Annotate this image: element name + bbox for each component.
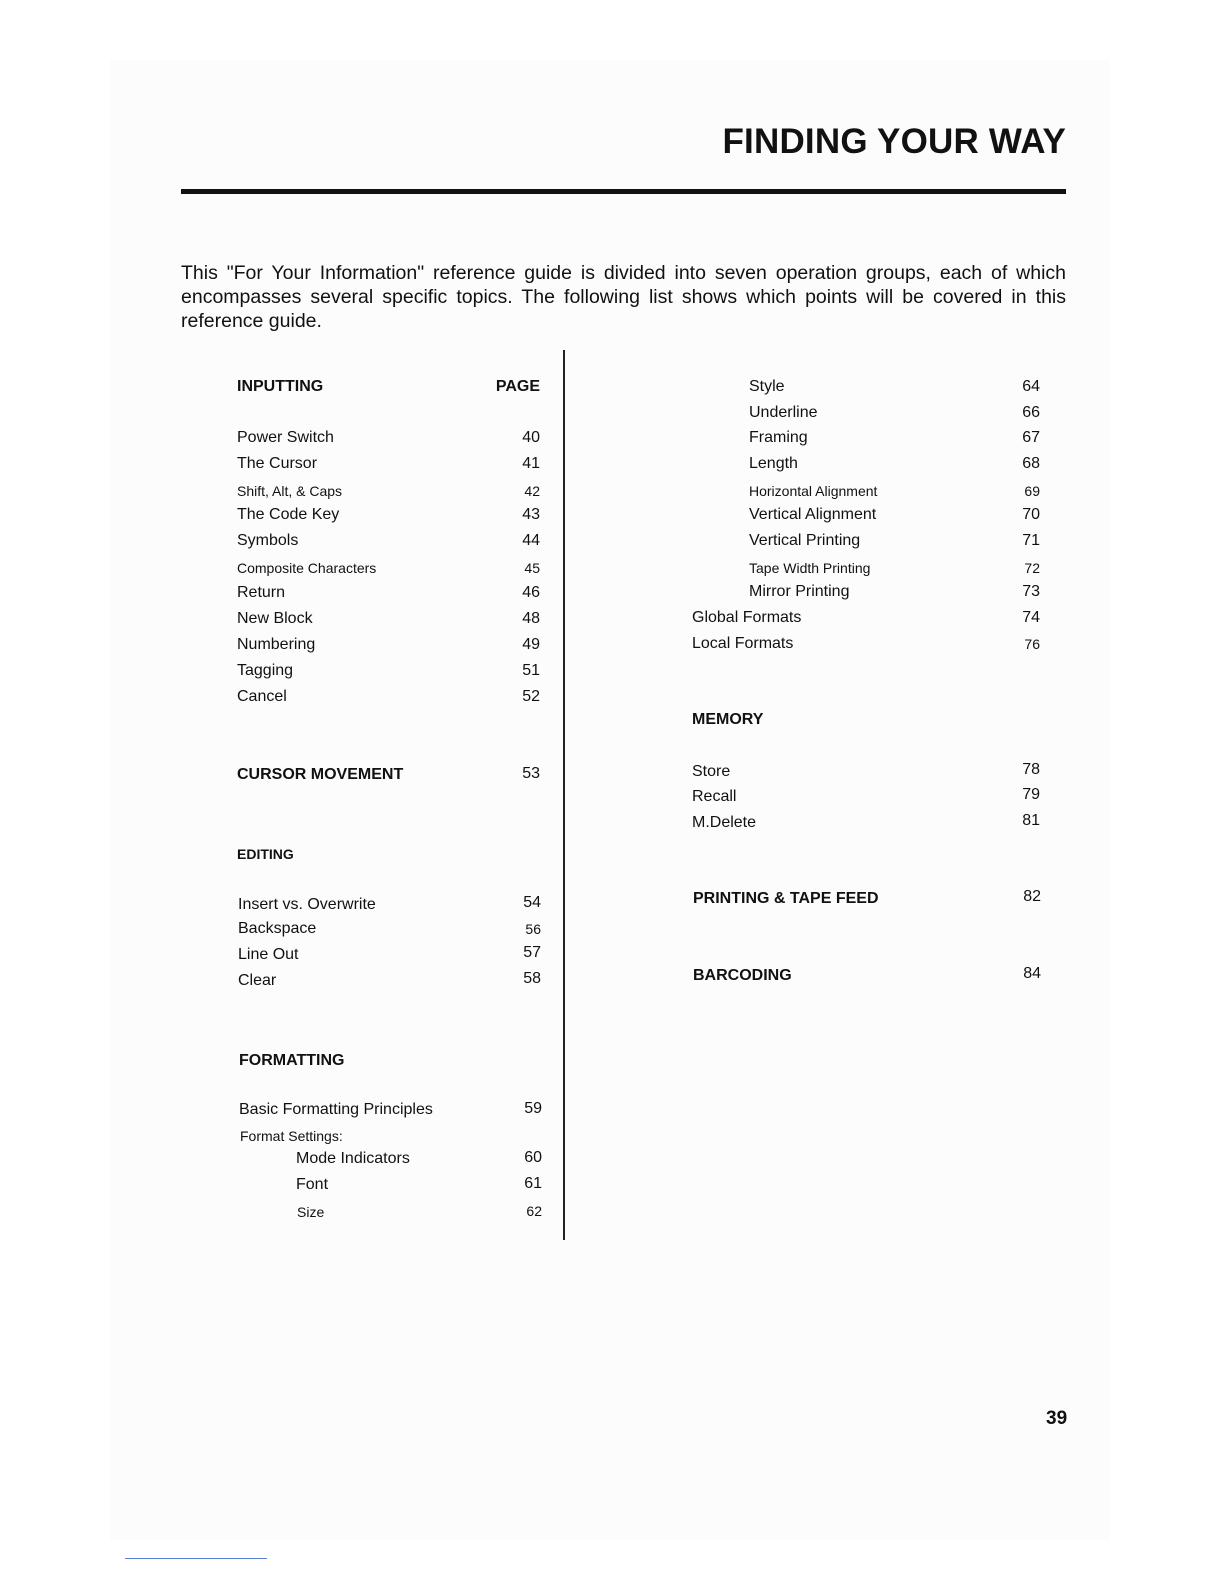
toc-entry-page: 60 bbox=[524, 1149, 542, 1166]
toc-entry-label: Insert vs. Overwrite bbox=[238, 896, 376, 913]
toc-entry-page: 69 bbox=[1024, 483, 1040, 499]
toc-entry-page: 51 bbox=[522, 662, 540, 679]
inputting-heading: INPUTTING bbox=[237, 378, 324, 395]
memory-heading: MEMORY bbox=[692, 711, 764, 728]
toc-entry-page: 53 bbox=[522, 765, 540, 782]
toc-entry-label: Font bbox=[296, 1176, 329, 1193]
cursor-movement-heading: CURSOR MOVEMENT bbox=[237, 766, 404, 783]
toc-entry-page: 46 bbox=[522, 584, 540, 601]
toc-entry-label: Composite Characters bbox=[237, 560, 377, 576]
editing-heading: EDITING bbox=[237, 846, 294, 862]
toc-entry-label: Local Formats bbox=[692, 635, 794, 652]
toc-entry-label: Store bbox=[692, 763, 731, 780]
toc-entry-label: Line Out bbox=[238, 946, 299, 963]
toc-entry-page: 79 bbox=[1022, 786, 1040, 803]
toc-entry-page: 57 bbox=[523, 944, 541, 961]
toc-entry-page: 66 bbox=[1022, 404, 1040, 421]
toc-entry-page: 84 bbox=[1023, 965, 1041, 982]
toc-entry-page: 49 bbox=[522, 636, 540, 653]
toc-entry-page: 41 bbox=[522, 455, 540, 472]
toc-entry-label: Mode Indicators bbox=[296, 1150, 410, 1167]
toc-entry-label: Horizontal Alignment bbox=[749, 483, 878, 499]
toc-entry-label: Mirror Printing bbox=[749, 583, 850, 600]
toc-entry-label: Framing bbox=[749, 429, 808, 446]
toc-entry-page: 40 bbox=[522, 429, 540, 446]
toc-entry-label: Recall bbox=[692, 788, 737, 805]
toc-entry-label: Vertical Printing bbox=[749, 532, 861, 549]
toc-entry-page: 68 bbox=[1022, 455, 1040, 472]
toc-entry-page: 52 bbox=[522, 688, 540, 705]
page-column-heading: PAGE bbox=[495, 378, 540, 395]
toc-entry-page: 59 bbox=[524, 1100, 542, 1117]
toc-entry-label: Symbols bbox=[237, 532, 299, 549]
toc-entry-page: 61 bbox=[524, 1175, 542, 1192]
toc-entry-label: Underline bbox=[749, 404, 818, 421]
toc-entry-page: 56 bbox=[525, 921, 541, 937]
column-divider bbox=[563, 350, 565, 1240]
toc-entry-page: 78 bbox=[1022, 761, 1040, 778]
toc-entry-label: Clear bbox=[238, 972, 277, 989]
toc-entry-label: Vertical Alignment bbox=[749, 506, 877, 523]
toc-entry-label: Cancel bbox=[237, 688, 287, 705]
toc-entry-label: Style bbox=[749, 378, 785, 395]
toc-entry-label: The Code Key bbox=[237, 506, 340, 523]
toc-entry-page: 44 bbox=[522, 532, 540, 549]
toc-entry-label: Shift, Alt, & Caps bbox=[237, 483, 343, 499]
page-number: 39 bbox=[1046, 1408, 1068, 1429]
toc-entry-label: Global Formats bbox=[692, 609, 802, 626]
toc-entry-page: 70 bbox=[1022, 506, 1040, 523]
toc-entry-label: M.Delete bbox=[692, 814, 757, 831]
toc-entry-page: 48 bbox=[522, 610, 540, 627]
toc-entry-label: Power Switch bbox=[237, 429, 334, 446]
page-title: FINDING YOUR WAY bbox=[722, 122, 1066, 161]
toc-entry-label: Size bbox=[297, 1204, 325, 1220]
toc-entry-label: Backspace bbox=[238, 920, 317, 937]
toc-entry-page: 64 bbox=[1022, 378, 1040, 395]
toc-entry-page: 62 bbox=[526, 1203, 542, 1219]
scan-artifact-line bbox=[125, 1558, 267, 1559]
toc-entry-page: 67 bbox=[1022, 429, 1040, 446]
toc-entry-page: 43 bbox=[522, 506, 540, 523]
toc-entry-page: 72 bbox=[1024, 560, 1040, 576]
toc-entry-label: Tape Width Printing bbox=[749, 560, 871, 576]
title-rule bbox=[181, 189, 1066, 194]
formatting-heading: FORMATTING bbox=[239, 1052, 345, 1069]
toc-entry-label: Format Settings: bbox=[240, 1128, 343, 1144]
toc-entry-page: 42 bbox=[524, 483, 540, 499]
toc-entry-label: Length bbox=[749, 455, 798, 472]
toc-entry-page: 76 bbox=[1024, 636, 1040, 652]
toc-entry-label: New Block bbox=[237, 610, 313, 627]
toc-entry-page: 74 bbox=[1022, 609, 1040, 626]
toc-entry-page: 81 bbox=[1022, 812, 1040, 829]
toc-entry-page: 82 bbox=[1023, 888, 1041, 905]
toc-entry-label: Tagging bbox=[237, 662, 294, 679]
toc-entry-label: Return bbox=[237, 584, 286, 601]
printing-heading: PRINTING & TAPE FEED bbox=[693, 890, 879, 907]
toc-entry-page: 71 bbox=[1022, 532, 1040, 549]
toc-entry-page: 58 bbox=[523, 970, 541, 987]
intro-paragraph: This "For Your Information" reference guide is divided into seven operation groups, each of which encompasses several specific topics. The following list shows which points will be covered in this reference guide. bbox=[181, 262, 1066, 332]
toc-entry-page: 45 bbox=[524, 560, 540, 576]
toc-entry-page: 73 bbox=[1022, 583, 1040, 600]
toc-entry-page: 54 bbox=[523, 894, 541, 911]
toc-entry-label: The Cursor bbox=[237, 455, 318, 472]
toc-entry-label: Basic Formatting Principles bbox=[239, 1101, 433, 1118]
barcoding-heading: BARCODING bbox=[693, 967, 792, 984]
toc-entry-label: Numbering bbox=[237, 636, 316, 653]
